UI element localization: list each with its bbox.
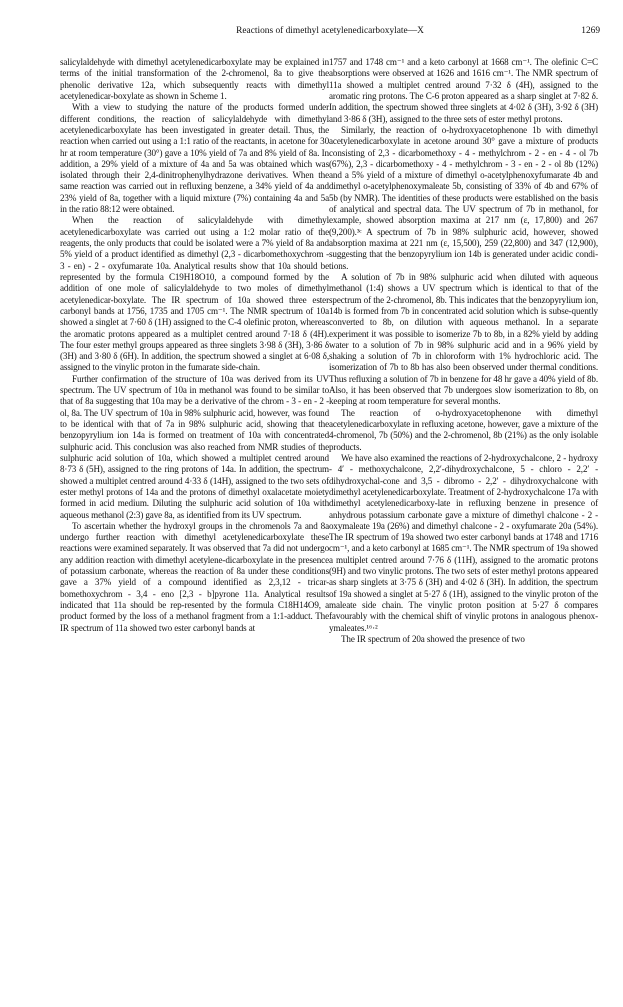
running-title: Reactions of dimethyl acetylenedicarboxylate—X xyxy=(236,26,424,36)
paragraph: We have also examined the reactions of 2-hydroxychalcone, 2 - hydroxy - 4′ - methoxychalcone, 2,2′-dihydroxychalcone, 5 - chloro - 2,2′ - dihydroxychal-cone and 3,5 - dibromo - 2,2′ - dihydroxychalcone with dimethyl acetylenedicarboxylate. Treatment of 2-hydroxychalcone 17a with dimethyl acetylenedicarboxy-late in refluxing benzene in presence of anhydrous potassium carbonate gave a mixture of dimethyl chalcone - 2 - oxymaleate 19a (26%) and dimethyl chalcone - 2 - oxyfumarate 20a (54%). The IR spectrum of 19a showed two ester carbonyl bands at 1748 and 1716 cm⁻¹, and a keto carbonyl at 1685 cm⁻¹. The NMR spectrum of 19a showed a multiplet centred around 7·76 δ (11H), assigned to the aromatic protons (9H) and two vinylic protons. The two sets of ester methyl protons appeared as sharp singlets at 3·75 δ (3H) and 4·02 δ (3H). In addition, the spectrum of 19a showed a singlet at 5·27 δ (1H), assigned to the vinylic proton of the maleate side chain. The vinylic proton position at 5·27 δ compares favourably with the chemical shift of vinylic protons in analogous phenox-ymaleates.¹⁶·² xyxy=(329,452,598,633)
paragraph: Further confirmation of the structure of 10a was derived from its UV spectrum. The UV spectrum of 10a in methanol was found to be similar to that of 8a suggesting that 10a may be a derivative of the chrom - 3 - en - 2 - ol, 8a. The UV spectrum of 10a in 98% sulphuric acid, however, was found to be identical with that of 7a in 98% sulphuric acid, showing that the benzopyrylium ion 14a is formed on treatment of 10a with concentrated sulphuric acid. This conclusion was also reached from NMR studies of the sulphuric acid solution of 10a, which showed a multiplet centred around 8·73 δ (5H), assigned to the ring protons of 14a. In addition, the spectrum showed a multiplet centred around 4·33 δ (14H), assigned to the two sets of ester methyl protons of 14a and the protons of dimethyl oxalacetate moiety formed in acid medium. Diluting the sulphuric acid solution of 10a with aqueous methanol (2:3) gave 8a, as identified from its UV spectrum. xyxy=(60,373,329,520)
right-column xyxy=(329,57,598,645)
running-header xyxy=(60,26,600,40)
paragraph: When the reaction of salicylaldehyde with dimethyl acetylenedicarboxylate was carried out using a 1:2 molar ratio of the reagents, the only products that could be isolated were a 7% yield of 8a and 5% yield of a product identified as dimethyl (2,3 - dicarbomethoxychrom - 3 - en) - 2 - oxyfumarate 10a. Analytical results show that 10a should be represented by the formula C19H18O10, a compound formed by the addition of one mole of salicylaldehyde to two moles of dimethyl acetylenedicar-boxylate. The IR spectrum of 10a showed three ester carbonyl bands at 1756, 1735 and 1705 cm⁻¹. The NMR spectrum of 10a showed a singlet at 7·60 δ (1H) assigned to the C-4 olefinic proton, whereas the aromatic protons appeared as a multiplet centred around 7·18 δ (4H). The four ester methyl groups appeared as three singlets 3·98 δ (3H), 3·86 δ (3H) and 3·80 δ (6H). In addition, the spectrum showed a singlet at 6·08 δ, assigned to the vinylic proton in the fumarate side-chain. xyxy=(60,215,329,373)
page-number: 1269 xyxy=(581,26,600,36)
paragraph: salicylaldehyde with dimethyl acetylenedicarboxylate may be explained in terms of the initial transformation of the 2-chromenol, 8a to give the phenolic derivative 12a, which subsequently reacts with dimethyl acetylenedicar-boxylate as shown in Scheme 1. xyxy=(60,57,329,101)
paragraph: To ascertain whether the hydroxyl groups in the chromenols 7a and 8a undergo further reaction with dimethyl acetylenedicarboxylate these reactions were examined separately. It was observed that 7a did not undergo any addition reaction with dimethyl acetylene-dicarboxylate in the presence of potassium carbonate, whereas the reaction of 8a under these conditions gave a 37% yield of a compound identified as 2,3,12 - tricar-bomethoxychrom - 3,4 - eno [2,3 - b]pyrone 11a. Analytical results indicated that 11a should be rep-resented by the formula C18H14O9, a product formed by the loss of a methanol fragment from a 1:1-adduct. The IR spectrum of 11a showed two ester carbonyl bands at xyxy=(60,520,329,633)
paragraph: 1757 and 1748 cm⁻¹ and a keto carbonyl at 1668 cm⁻¹. The olefinic C=C absorptions were observed at 1626 and 1616 cm⁻¹. The NMR spectrum of 11a showed a multiplet centred around 7·32 δ (4H), assigned to the aromatic ring protons. The C-6 proton appeared as a sharp singlet at 7·82 δ. In addition, the spectrum showed three singlets at 4·02 δ (3H), 3·92 δ (3H) and 3·86 δ (3H), assigned to the three sets of ester methyl protons. xyxy=(329,57,598,124)
paragraph: The IR spectrum of 20a showed the presence of two xyxy=(341,633,525,644)
paragraph: The reaction of o-hydroxyacetophenone with dimethyl acetylenedicarboxylate in refluxing acetone, however, gave a mixture of the 4-chromenol, 7b (50%) and the 2-chromenol, 8b (21%) as the only isolable products. xyxy=(329,407,598,452)
paragraph: Similarly, the reaction of o-hydroxyacetophenone 1b with dimethyl acetylenedicarboxylate in acetone around 30° gave a mixture of products consisting of 2,3 - dicarbomethoxy - 4 - methylchrom - 2 - en - 4 - ol 7b (67%), 2,3 - dicarbomethoxy - 4 - methylchrom - 3 - en - 2 - ol 8b (12%) and a 5% yield of a mixture of dimethyl o-acetylphenoxyfumarate 4b and dimethyl o-acetylphenoxymaleate 5b, consisting of 33% of 4b and 67% of 5b (by NMR). The identities of these products were established on the basis of analytical and spectral data. The UV spectrum of 7b in methanol, for example, showed absorption maxima at 217 nm (ε, 17,800) and 267 (9,200).³ᶜ A spectrum of 7b in 98% sulphuric acid, however, showed absorption maxima at 221 nm (ε, 15,500), 259 (22,800) and 347 (12,900), suggesting that the benzopyrylium ion 14b is generated under acidic condi-tions. xyxy=(329,124,598,271)
left-column xyxy=(60,57,329,634)
paragraph: A solution of 7b in 98% sulphuric acid when diluted with aqueous methanol (1:4) shows a UV spectrum which is identical to that of the spectrum of the 2-chromenol, 8b. This indicates that the benzopyrylium ion, 14b is formed from 7b in concentrated acid solution which is subse-quently converted to 8b, on dilution with aqueous methanol. In a separate experiment it was possible to isomerize 7b to 8b, in a 82% yield by adding water to a solution of 7b in 98% sulphuric acid and in a 96% yield by shaking a solution of 7b in chloroform with 1% hydrochloric acid. The isomerization of 7b to 8b has also been observed under thermal conditions. Thus refluxing a solution of 7b in benzene for 48 hr gave a 40% yield of 8b. Also, it has been observed that 7b undergoes slow isomerization to 8b, on keeping at room temperature for several months. xyxy=(329,271,598,407)
paragraph: With a view to studying the nature of the products formed under different conditions, the reaction of salicylaldehyde with dimethyl acetylenedicarboxylate has been investigated in greater detail. Thus, the reaction when carried out using a 1:1 ratio of the reactants, in acetone for 30 hr at room temperature (30°) gave a 10% yield of 7a and 8% yield of 8a. In addition, a 29% yield of a mixture of 4a and 5a was obtained which was isolated through their 2,4-dinitrophenylhydrazone derivatives. When the same reaction was carried out in refluxing benzene, a 34% yield of 4a and 23% yield of 8a, together with a liquid mixture (7%) containing 4a and 5a in the ratio 88:12 were obtained. xyxy=(60,102,329,215)
